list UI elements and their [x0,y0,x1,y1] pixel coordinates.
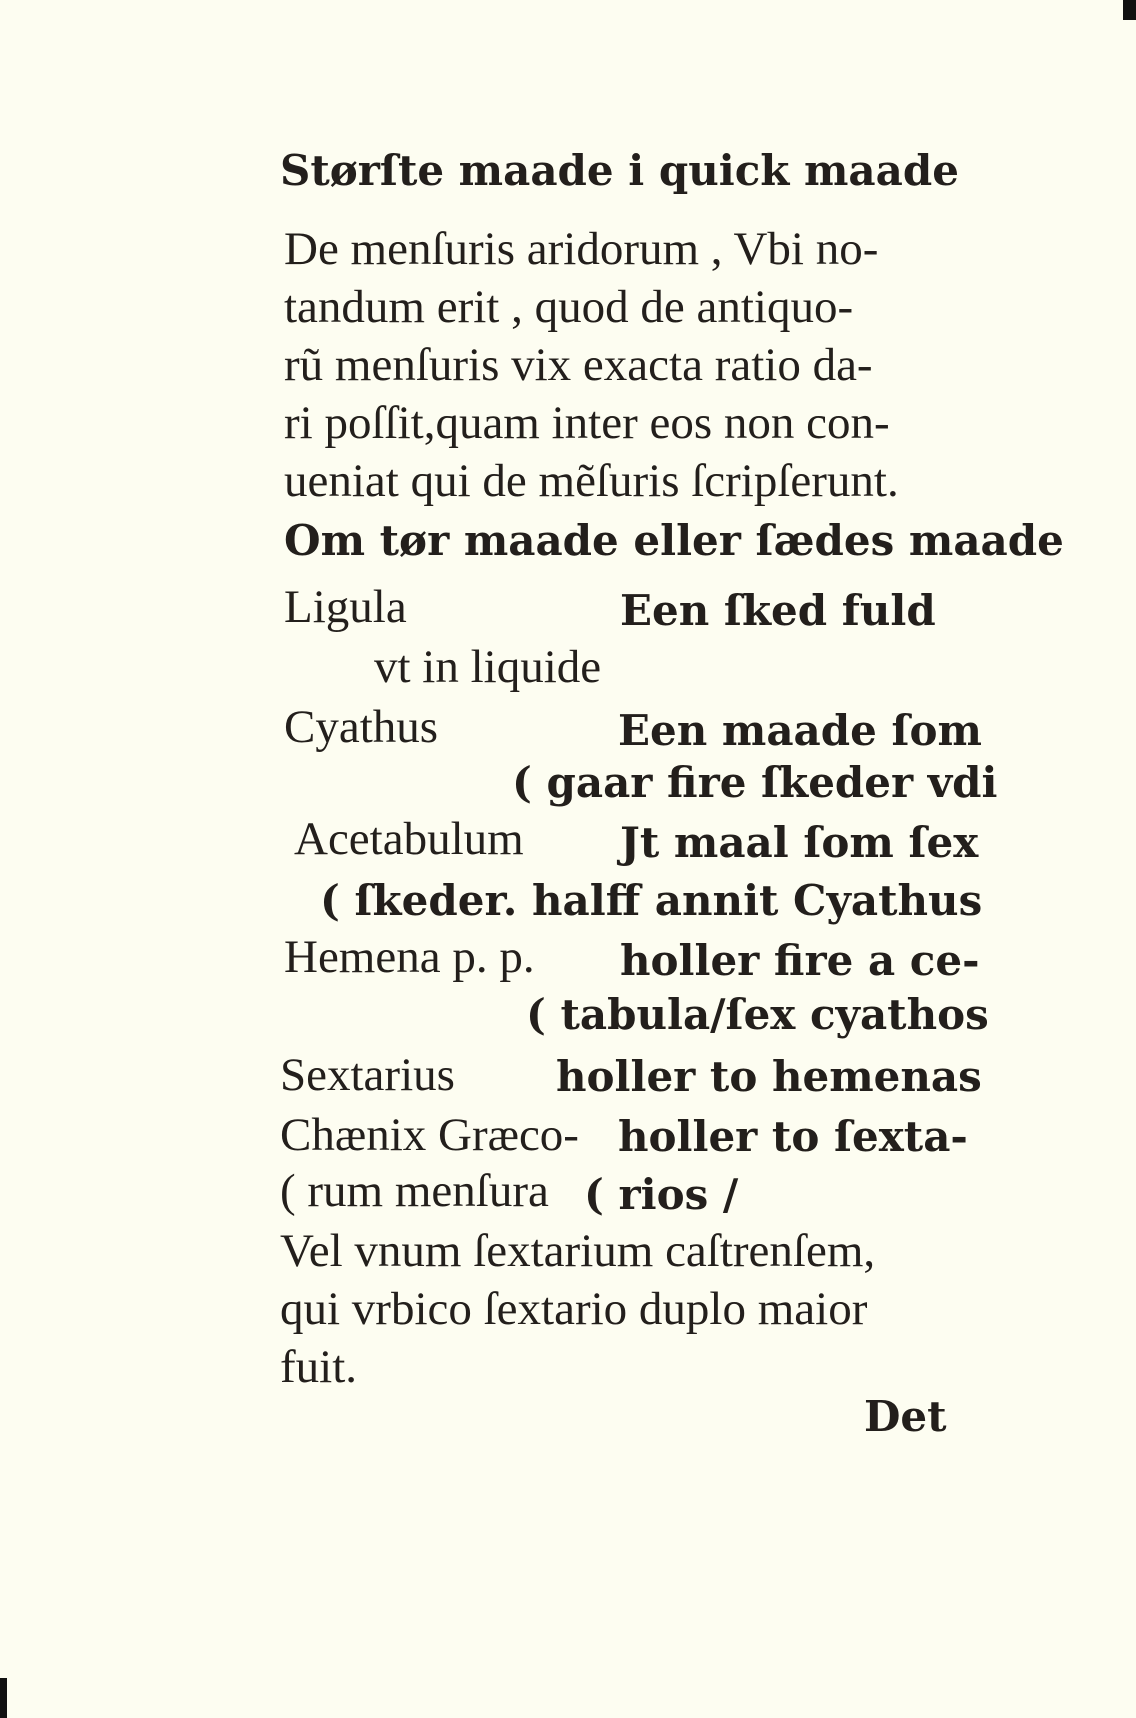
closing-line-1: Vel vnum ſextarium caſtrenſem, [280,1225,876,1277]
entry-term-acetabulum: Acetabulum [294,813,524,865]
entry-cont-chaenix-right: ( rios / [584,1170,739,1219]
entry-cont-acetabulum: ( ſkeder. halff annit Cyathus [320,876,983,925]
entry-term-ligula: Ligula [284,581,407,633]
latin-line-5: ueniat qui de mẽſuris ſcripſerunt. [284,455,899,507]
entry-def-acetabulum: Jt maal ſom ſex [620,818,979,867]
closing-line-3: fuit. [280,1341,358,1393]
entry-def-ligula: Een ſked fuld [620,586,936,635]
entry-term-cyathus: Cyathus [284,701,439,753]
section-heading-2: Om tør maade eller ſædes maade [284,516,1064,565]
entry-cont-hemena: ( tabula/ſex cyathos [526,990,989,1039]
closing-line-2: qui vrbico ſextario duplo maior [280,1283,868,1335]
latin-line-1: De menſuris aridorum , Vbi no- [284,223,879,275]
section-heading-1: Størſte maade i quick maade [280,146,959,195]
latin-line-3: rũ menſuris vix exacta ratio da- [284,339,873,391]
entry-term-hemena: Hemena p. p. [284,931,535,983]
catchword: Det [864,1392,947,1441]
scan-edge-mark-bottom [0,1678,7,1718]
entry-def-sextarius: holler to hemenas [556,1052,982,1101]
latin-line-4: ri poſſit,quam inter eos non con- [284,397,890,449]
entry-def-hemena: holler fire a ce- [620,936,980,985]
entry-cont-chaenix-left: ( rum menſura [280,1165,549,1217]
entry-cont-cyathus: ( gaar fire ſkeder vdi [512,758,998,807]
latin-line-2: tandum erit , quod de antiquo- [284,281,854,333]
entry-term-chaenix: Chænix Græco- [280,1109,579,1161]
entry-def-cyathus: Een maade ſom [618,706,982,755]
entry-cont-ligula: vt in liquide [374,641,602,693]
entry-term-sextarius: Sextarius [280,1049,455,1101]
entry-def-chaenix: holler to ſexta- [618,1112,968,1161]
scan-edge-mark-top [1123,0,1136,20]
book-page [280,134,1064,1441]
